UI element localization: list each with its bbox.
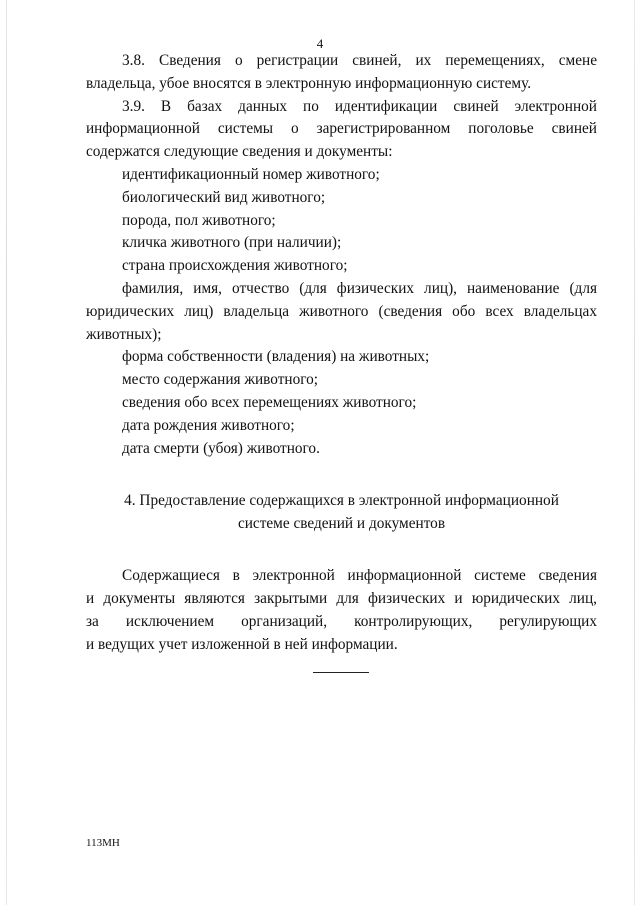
list-item: дата смерти (убоя) животного. <box>122 439 320 457</box>
document-code: 113МН <box>86 837 120 849</box>
list-item: фамилия, имя, отчество (для физических лиц), наименование (для юридических лиц) владельца животного (сведения обо всех владельцах животных); <box>86 279 597 343</box>
list-item: место содержания животного; <box>122 371 319 389</box>
paragraph-line: и документы являются закрытыми для физических и юридических лиц, <box>86 590 597 608</box>
list-item: форма собственности (владения) на животных; <box>122 348 430 366</box>
document-body <box>86 50 597 657</box>
section-4-paragraph <box>86 565 597 656</box>
paragraph-line: за исключением организаций, контролирующих, регулирующих <box>86 612 597 630</box>
end-of-document-rule <box>313 672 369 673</box>
scan-edge-right <box>634 0 635 905</box>
section-4-heading-line1: 4. Предоставление содержащихся в электронной информационной <box>124 492 559 510</box>
list-item: порода, пол животного; <box>122 211 276 229</box>
list-item: сведения обо всех перемещениях животного; <box>122 393 417 411</box>
info-list <box>86 164 597 460</box>
paragraph-line: Содержащиеся в электронной информационной системе сведения <box>122 567 597 585</box>
section-4-heading-line2: системе сведений и документов <box>237 515 446 533</box>
list-item: страна происхождения животного; <box>122 257 348 275</box>
scan-edge-left <box>6 0 7 905</box>
list-item: биологический вид животного; <box>122 188 326 206</box>
list-item: кличка животного (при наличии); <box>122 234 342 252</box>
paragraph-3-9: 3.9. В базах данных по идентификации свиней электронной информационной системы о зарегистрированном поголовье свиней содержатся следующие сведения и документы: <box>86 97 597 161</box>
page-number: 4 <box>316 36 324 51</box>
list-item: идентификационный номер животного; <box>122 165 380 183</box>
list-item: дата рождения животного; <box>122 416 295 434</box>
paragraph-line: и ведущих учет изложенной в ней информации. <box>86 635 398 653</box>
section-4-heading <box>86 489 597 535</box>
paragraph-3-8: 3.8. Сведения о регистрации свиней, их перемещениях, смене владельца, убое вносятся в электронную информационную систему. <box>86 52 597 92</box>
